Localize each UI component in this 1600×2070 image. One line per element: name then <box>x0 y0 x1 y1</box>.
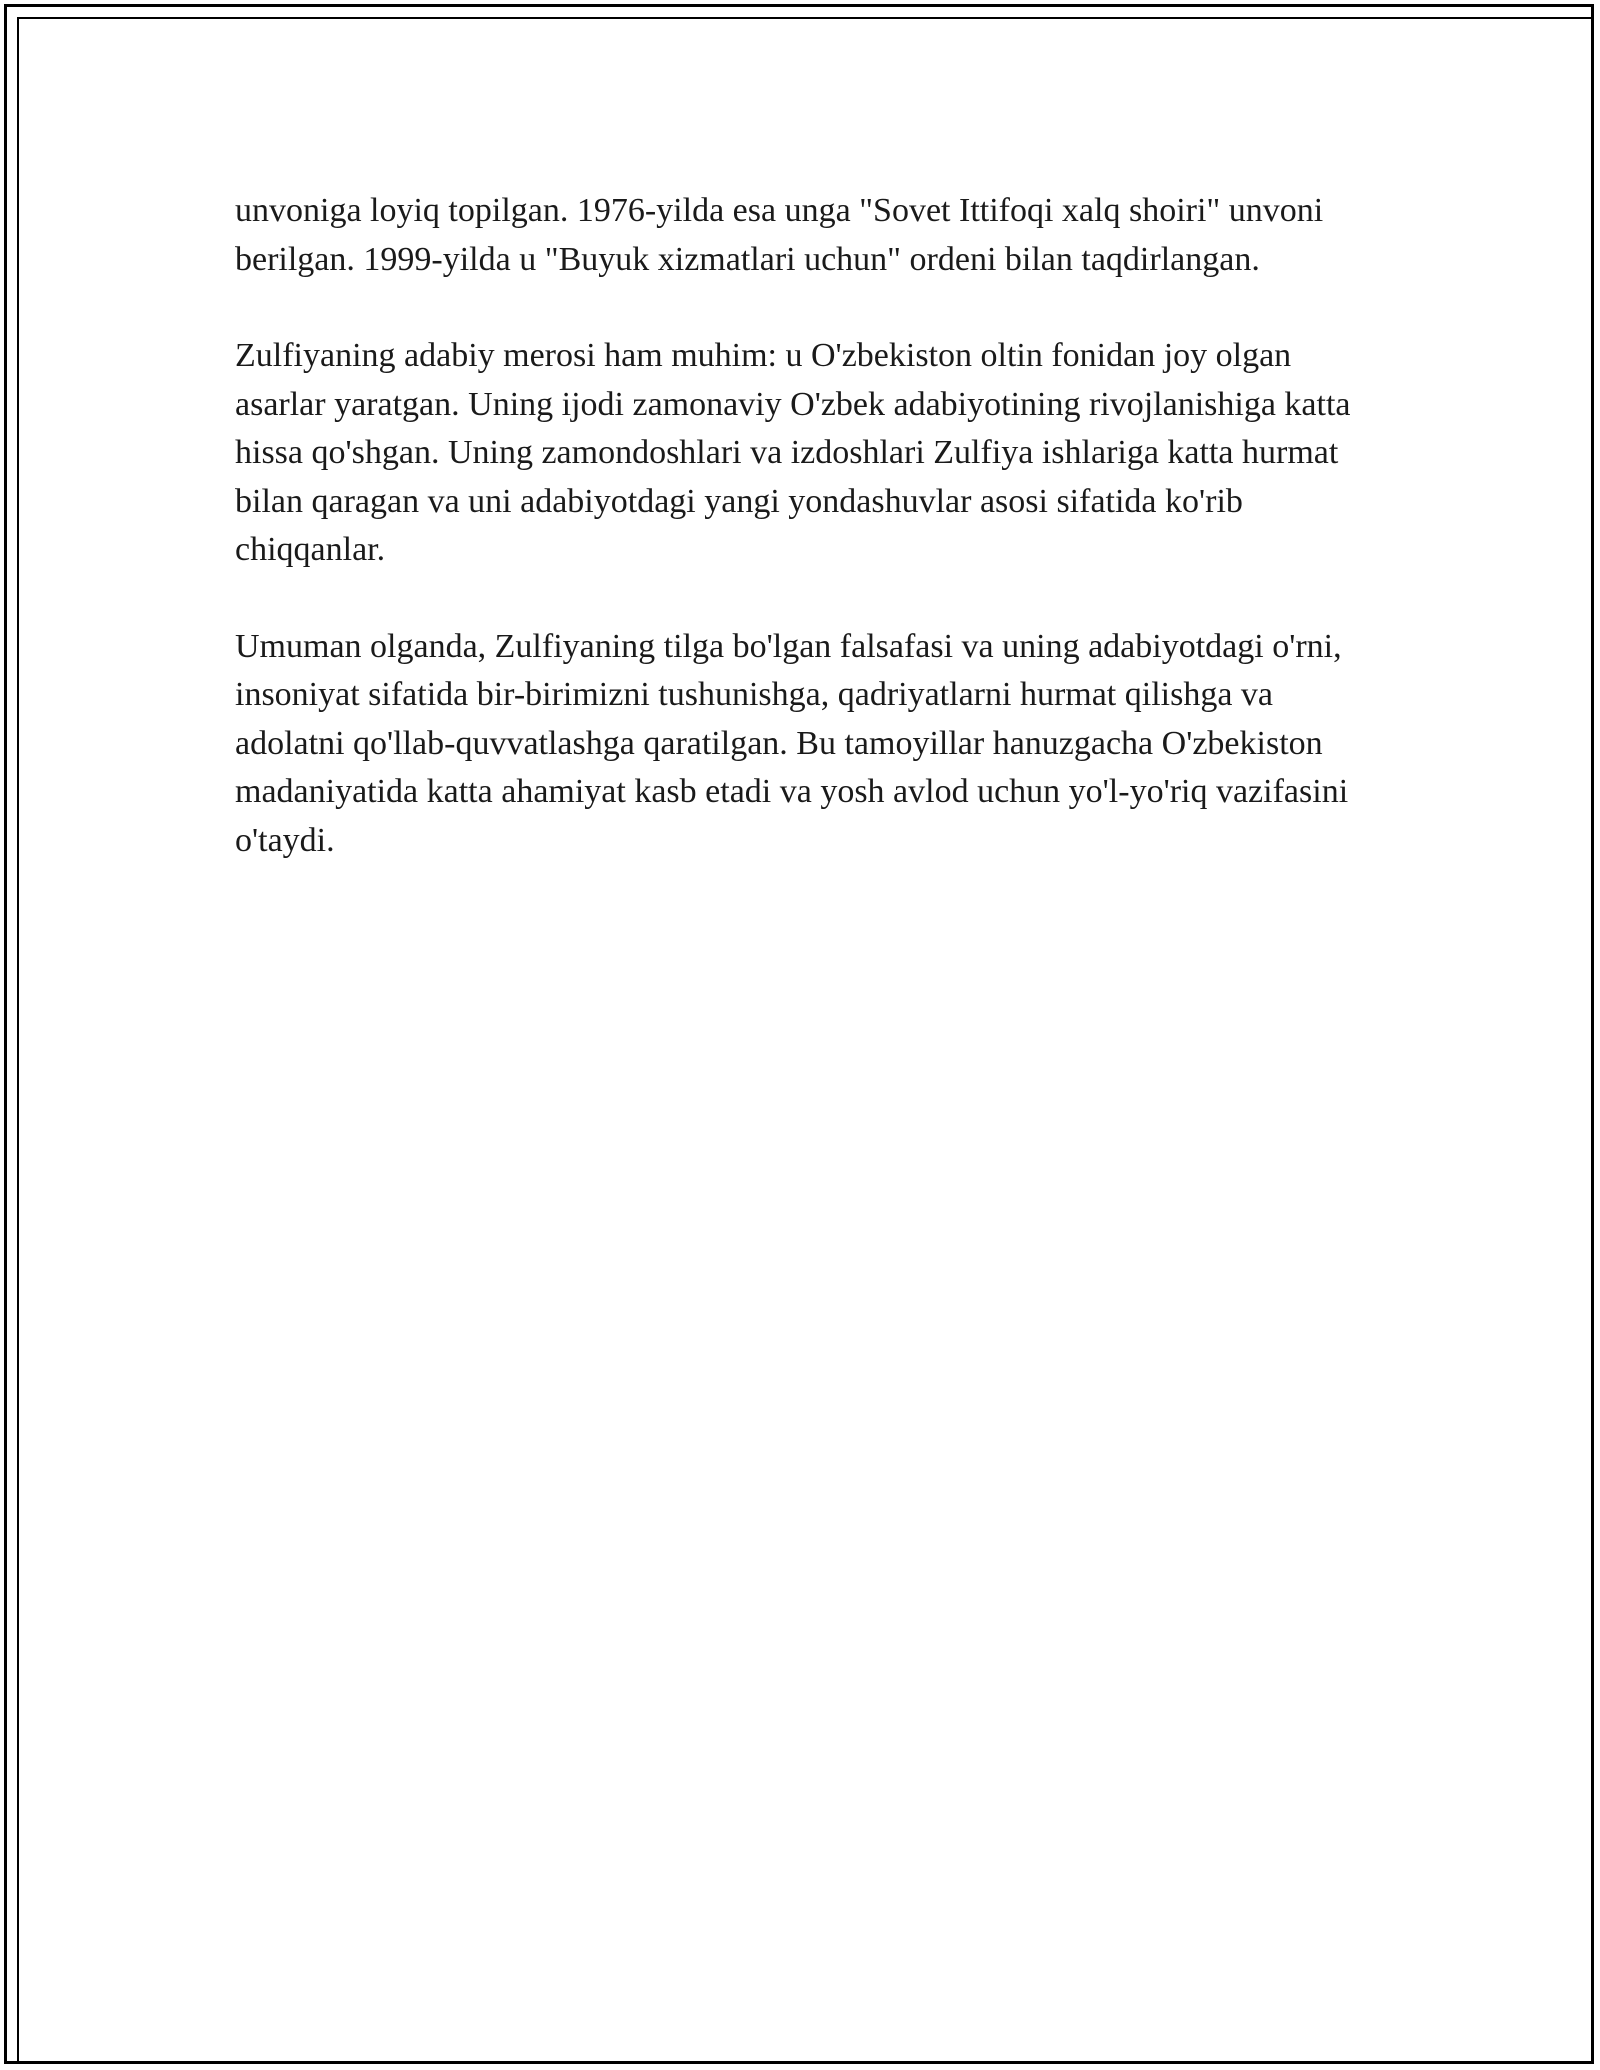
paragraph-legacy: Zulfiyaning adabiy merosi ham muhim: u O'zbekiston oltin fonidan joy olgan asarlar yaratgan. Uning ijodi zamonaviy O'zbek adabiyotining rivojlanishiga katta hissa qo'shgan. Uning zamondoshlari va izdoshlari Zulfiya ishlariga katta hurmat bilan qaragan va uni adabiyotdagi yangi yondashuvlar asosi sifatida ko'rib chiqqanlar. <box>235 337 1351 568</box>
paragraph-awards: unvoniga loyiq topilgan. 1976-yilda esa unga "Sovet Ittifoqi xalq shoiri" unvoni berilgan. 1999-yilda u "Buyuk xizmatlari uchun" ordeni bilan taqdirlangan. <box>235 192 1324 278</box>
paragraph-conclusion: Umuman olganda, Zulfiyaning tilga bo'lgan falsafasi va uning adabiyotdagi o'rni, insoniyat sifatida bir-birimizni tushunishga, qadriyatlarni hurmat qilishga va adolatni qo'llab-quvvatlashga qaratilgan. Bu tamoyillar hanuzgacha O'zbekiston madaniyatida katta ahamiyat kasb etadi va yosh avlod uchun yo'l-yo'riq vazifasini o'taydi. <box>235 627 1349 859</box>
document-body <box>235 187 1365 913</box>
